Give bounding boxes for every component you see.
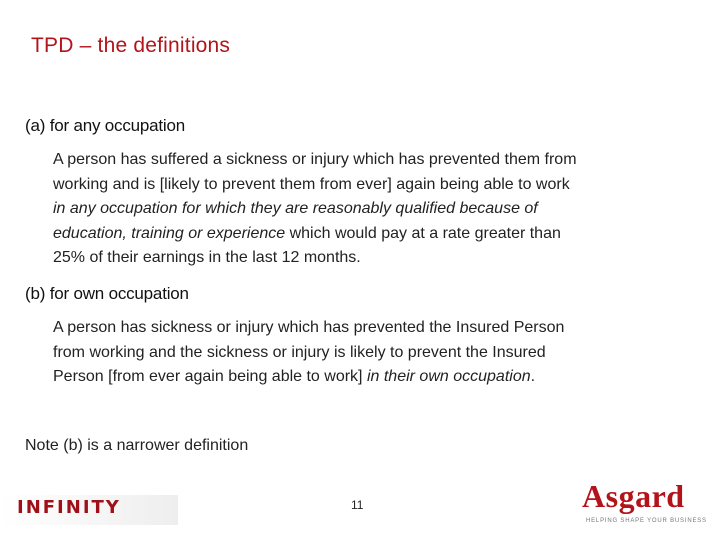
section-b-body: [53, 316, 693, 390]
section-b-line-1: A person has sickness or injury which has prevented the Insured Person: [53, 319, 565, 336]
section-b-line-2: from working and the sickness or injury is likely to prevent the Insured: [53, 343, 546, 361]
section-a-italic-2: education, training or experience: [53, 224, 286, 242]
section-a-line-4: [53, 222, 693, 247]
note-text: Note (b) is a narrower definition: [25, 437, 249, 454]
section-b-heading: (b) for own occupation: [25, 284, 189, 303]
section-b-line-3-start: Person [from ever again being able to work]: [53, 368, 367, 385]
section-a-heading: (a) for any occupation: [25, 116, 186, 135]
section-a-line-5: 25% of their earnings in the last 12 months.: [53, 249, 361, 266]
section-b-line-3: [53, 365, 693, 390]
section-a-line-4-rest: which would pay at a rate greater than: [285, 224, 561, 242]
asgard-tagline: HELPING SHAPE YOUR BUSINESS: [586, 518, 707, 524]
section-a-line-1: A person has suffered a sickness or injury which has prevented them from: [53, 151, 577, 168]
page-number: 11: [351, 498, 364, 512]
section-a-italic-1: in any occupation for which they are reasonably qualified because of: [53, 200, 538, 217]
asgard-logo: Asgard: [582, 478, 685, 514]
infinity-logo: INFINITY: [17, 497, 121, 518]
section-b-period: .: [530, 368, 536, 385]
section-b-italic: in their own occupation: [366, 368, 531, 385]
section-a-line-2: working and is [likely to prevent them from ever] again being able to work: [53, 175, 570, 193]
section-a-body: [53, 148, 693, 271]
slide-title: TPD – the definitions: [31, 34, 231, 57]
section-a-line-3: [53, 197, 693, 222]
